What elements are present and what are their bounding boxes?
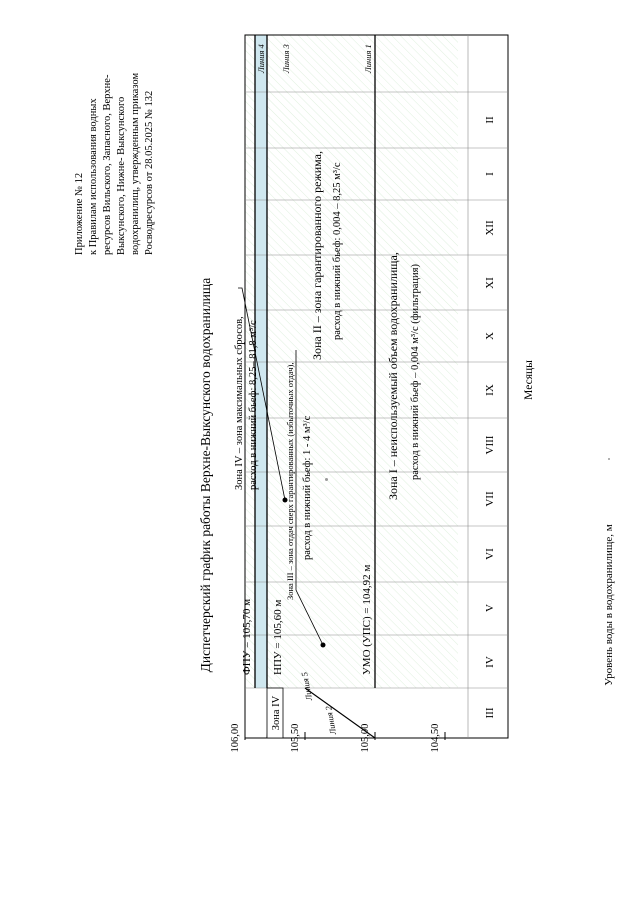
- fpu-label: ФПУ = 105,70 м: [241, 598, 253, 675]
- line-5-label: Линия 5: [299, 671, 314, 702]
- month-label-8: VIII: [484, 435, 496, 455]
- month-label-5: V: [484, 604, 496, 612]
- month-label-7: VII: [484, 491, 496, 507]
- line-1-label: Линия 1: [363, 44, 373, 73]
- y-tick-105-5: 105,50: [290, 723, 301, 753]
- zone2-flow: расход в нижний бьеф: 0,004 – 8,25 м³/с: [332, 162, 343, 340]
- month-label-3: III: [484, 707, 496, 719]
- zone3-flow: расход в нижний бьеф: 1 - 4 м³/с: [302, 415, 313, 560]
- npu-label: НПУ = 105,60 м: [272, 599, 284, 675]
- month-labels: [484, 116, 496, 718]
- appendix-line-6: Росводресурсов от 28.05.2025 № 132: [144, 90, 155, 255]
- month-label-9: IX: [484, 384, 496, 396]
- month-label-6: VI: [484, 548, 496, 560]
- appendix-block: [74, 73, 155, 255]
- appendix-line-3: ресурсов Вильского, Запасного, Верхне-: [102, 74, 113, 255]
- month-label-4: IV: [484, 656, 496, 668]
- y-tick-104-5: 104,50: [430, 723, 441, 753]
- y-tick-105: 105,00: [360, 723, 371, 753]
- appendix-line-4: Выксунского, Нижне- Выксунского: [116, 96, 127, 255]
- month-label-11: XI: [484, 277, 496, 289]
- chart-title: Диспетчерский график работы Верхне-Выксунского водохранилища: [198, 277, 213, 673]
- month-label-12: XII: [484, 220, 496, 236]
- line-4-label: Линия 4: [256, 44, 266, 73]
- month-label-10: X: [484, 332, 496, 340]
- scan-speck: [608, 458, 610, 460]
- zone4-tag: Зона IV: [271, 695, 282, 731]
- y-tick-106: 106,00: [230, 723, 241, 753]
- zone4-title: Зона IV – зона максимальных сбросов,: [234, 316, 245, 490]
- umo-label: УМО (УПС) = 104,92 м: [361, 564, 373, 675]
- appendix-line-1: Приложение № 12: [74, 172, 85, 255]
- appendix-line-5: водохранилищ, утвержденным приказом: [130, 72, 141, 255]
- zone3-title: Зона III – зона отдач сверх гарантированных (избыточных отдач),: [285, 362, 295, 600]
- x-axis-label: Месяцы: [523, 360, 535, 400]
- scan-speck: [325, 478, 328, 481]
- appendix-line-2: к Правилам использования водных: [88, 98, 99, 255]
- line-3-label: Линия 3: [281, 44, 291, 73]
- zone2-title: Зона II – зона гарантированного режима,: [310, 150, 324, 360]
- line-2-label: Линия 2: [323, 705, 338, 736]
- y-axis-label: Уровень воды в водохранилище, м: [603, 524, 615, 686]
- month-label-1: I: [484, 172, 496, 176]
- month-label-2: II: [484, 116, 496, 124]
- zone4-flow: расход в нижний бьеф: 8,25– 81,8 м³/с: [248, 320, 259, 490]
- zone-hatch-area: [245, 35, 458, 688]
- zone1-flow: расход в нижний бьеф – 0,004 м³/с (фильтрация): [410, 264, 421, 480]
- zone1-title: Зона I – неиспользуемый объем водохранилища,: [386, 252, 400, 500]
